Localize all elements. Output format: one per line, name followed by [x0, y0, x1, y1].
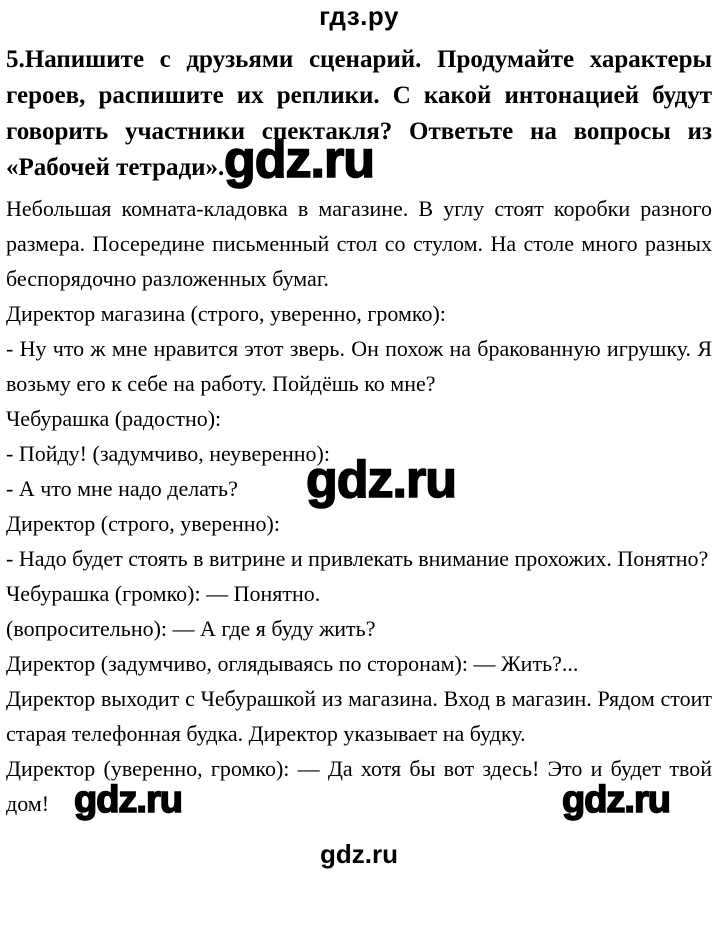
task-text: 5.Напишите с друзьями сценарий. Продумайте характеры героев, распишите их реплики. С какой интонацией будут говорить участники спектакля? Ответьте на вопросы из «Рабочей тетради». — [6, 46, 712, 181]
director-cue: Директор магазина (строго, уверенно, громко): — [6, 301, 446, 326]
director-dialogue-2: - Надо будет стоять в витрине и привлекать внимание прохожих. Понятно? — [6, 546, 709, 571]
director-reply: Директор (задумчиво, оглядываясь по сторонам): — Жить?... — [6, 651, 579, 676]
scene-transition-paragraph: Директор выходит с Чебурашкой из магазина. Вход в магазин. Рядом стоит старая телефонная будка. Директор указывает на будку. — [6, 686, 712, 746]
cheburashka-reply: Чебурашка (громко): — Понятно. — [6, 581, 321, 606]
cheburashka-question-2: (вопросительно): — А где я буду жить? — [6, 616, 376, 641]
site-header-brand: гдз.ру — [319, 1, 399, 31]
gdz-watermark: gdz.ru — [562, 779, 670, 821]
director-cue-2: Директор (строго, уверенно): — [6, 511, 280, 536]
cheburashka-cue: Чебурашка (радостно): — [6, 406, 222, 431]
site-footer-brand: gdz.ru — [320, 839, 398, 869]
scene-setting-paragraph: Небольшая комната-кладовка в магазине. В углу стоят коробки разного размера. Посередине письменный стол со стулом. На столе много разных беспорядочно разложенных бумаг. — [6, 196, 712, 291]
gdz-watermark: gdz.ru — [224, 131, 374, 189]
director-dialogue: - Ну что ж мне нравится этот зверь. Он похож на бракованную игрушку. Я возьму его к себе на работу. Пойдёшь ко мне? — [6, 336, 712, 396]
script-body — [6, 191, 712, 821]
cheburashka-dialogue: - Пойду! (задумчиво, неуверенно): — [6, 441, 330, 466]
gdz-watermark: gdz.ru — [74, 779, 182, 821]
cheburashka-question: - А что мне надо делать? — [6, 476, 238, 501]
gdz-watermark: gdz.ru — [306, 451, 456, 509]
director-final-line: Директор (уверенно, громко): — Да хотя бы вот здесь! Это и будет твой дом! — [6, 756, 712, 816]
